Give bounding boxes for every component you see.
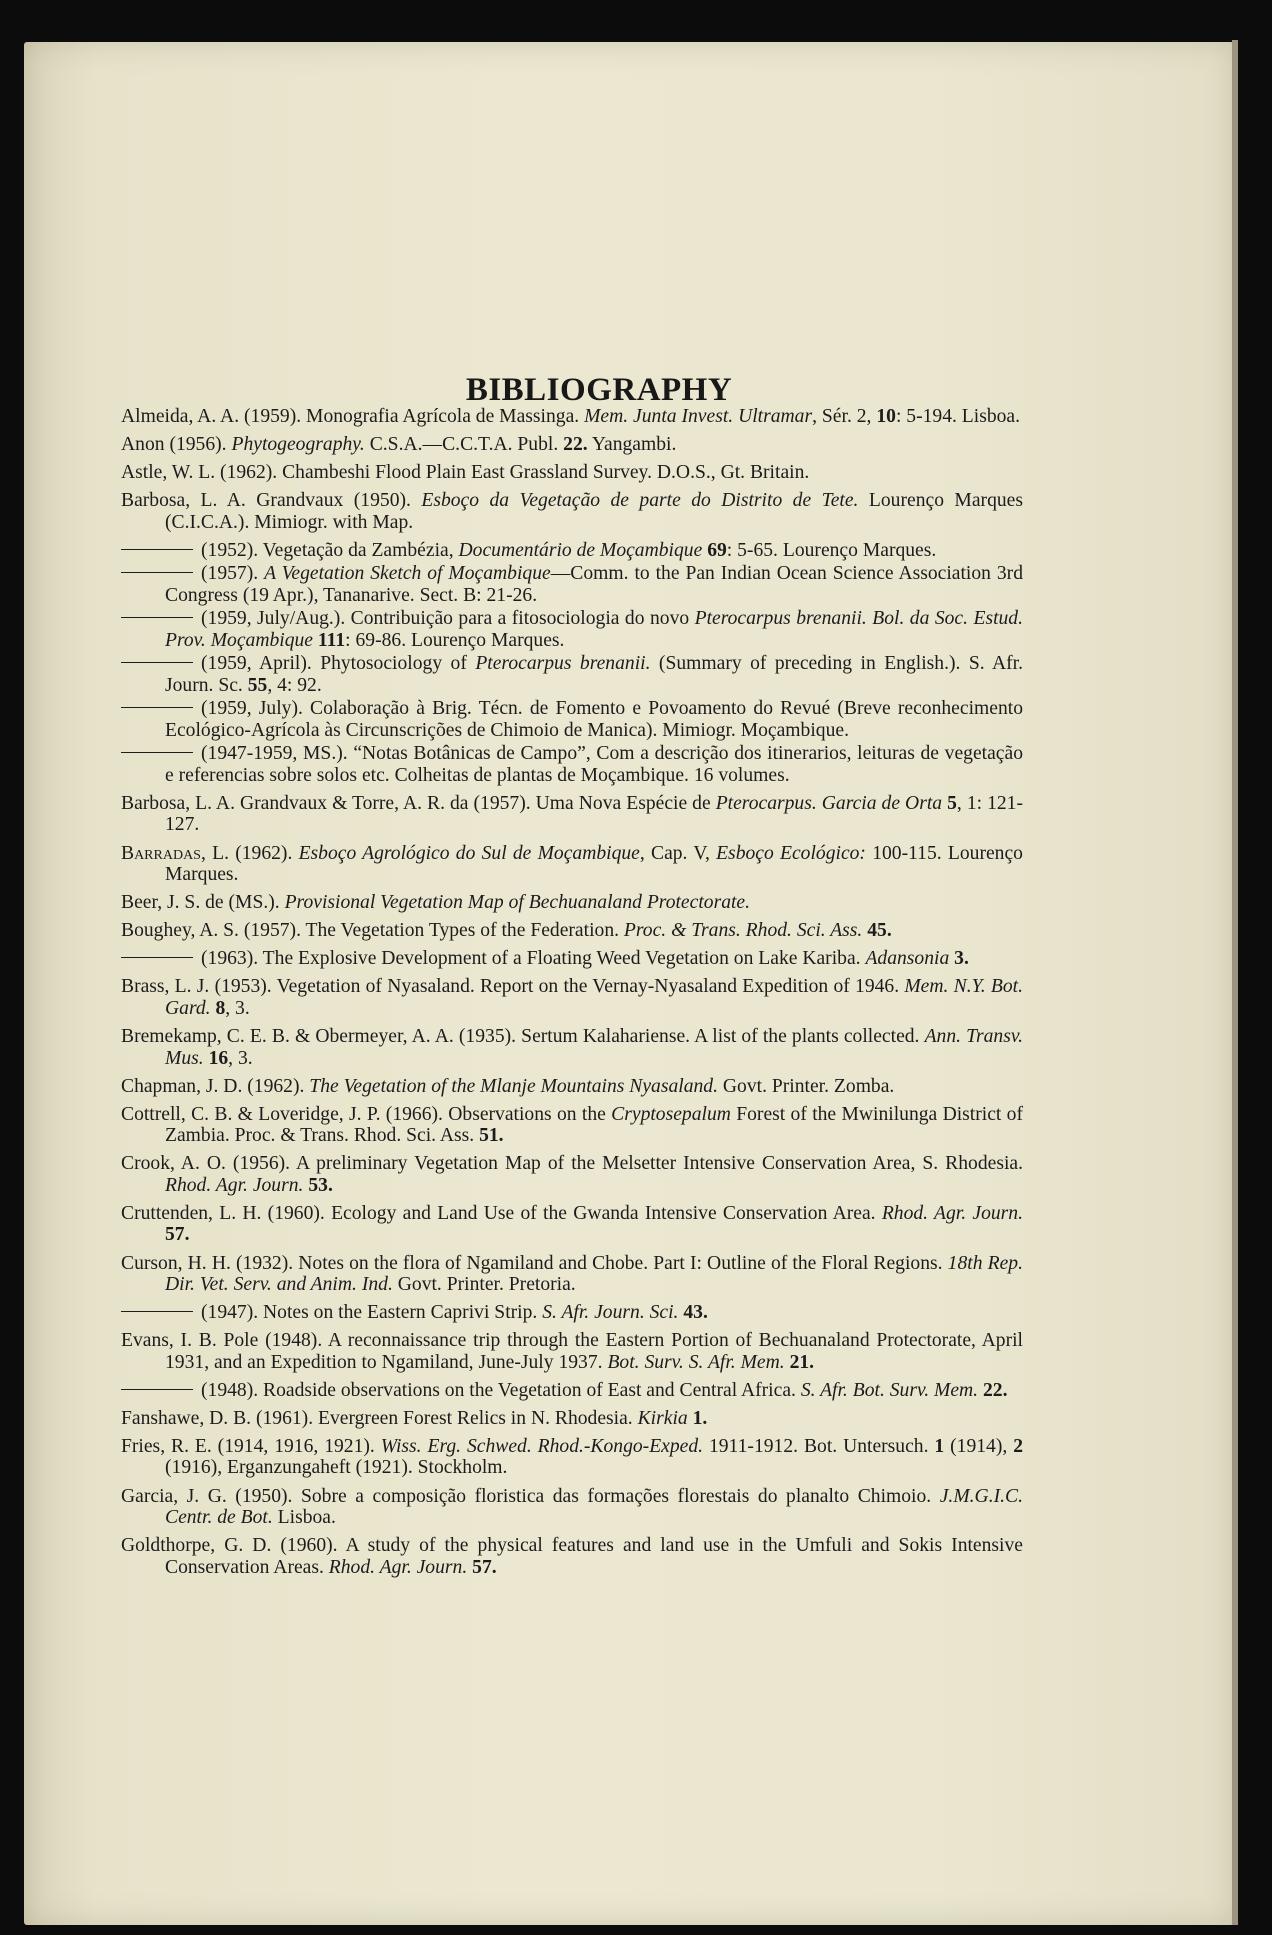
bibliography-entry: Anon (1956). Phytogeography. C.S.A.—C.C.T.A. Publ. 22. Yangambi. — [121, 434, 677, 456]
bibliography-entry: (1947-1959, MS.). “Notas Botânicas de Campo”, Com a descrição dos itinerarios, leituras de vegetação e referencias sobre solos etc. Colheitas de plantas de Moçambique. 16 volumes. — [121, 743, 1023, 786]
bibliography-entry: Cottrell, C. B. & Loveridge, J. P. (1966). Observations on the Cryptosepalum Forest of the Mwinilunga District of Zambia. Proc. & Trans. Rhod. Sci. Ass. 51. — [121, 1103, 1023, 1147]
bibliography-entry: (1957). A Vegetation Sketch of Moçambique—Comm. to the Pan Indian Ocean Science Association 3rd Congress (19 Apr.), Tananarive. Sect. B: 21-26. — [121, 563, 1023, 606]
bibliography-entry: Barbosa, L. A. Grandvaux (1950). Esboço da Vegetação de parte do Distrito de Tete. Lourenço Marques (C.I.C.A.). Mimiogr. with Map. — [121, 490, 1023, 533]
bibliography-entry: Astle, W. L. (1962). Chambeshi Flood Plain East Grassland Survey. D.O.S., Gt. Britain. — [121, 462, 810, 484]
bibliography-list — [121, 406, 1023, 1585]
bibliography-entry: Fries, R. E. (1914, 1916, 1921). Wiss. Erg. Schwed. Rhod.-Kongo-Exped. 1911-1912. Bot. Untersuch. 1 (1914), 2 (1916), Erganzungaheft (1921). Stockholm. — [121, 1435, 1023, 1479]
bibliography-entry: Goldthorpe, G. D. (1960). A study of the physical features and land use in the Umfuli and Sokis Intensive Conservation Areas. Rhod. Agr. Journ. 57. — [121, 1535, 1023, 1578]
bibliography-entry: (1959, July/Aug.). Contribuição para a fitosociologia do novo Pterocarpus brenanii. Bol. da Soc. Estud. Prov. Moçambique 111: 69-86. Lourenço Marques. — [121, 608, 1023, 651]
bibliography-entry: Garcia, J. G. (1950). Sobre a composição floristica das formações florestais do planalto Chimoio. J.M.G.I.C. Centr. de Bot. Lisboa. — [121, 1485, 1023, 1529]
bibliography-entry: (1959, April). Phytosociology of Pterocarpus brenanii. (Summary of preceding in English.). S. Afr. Journ. Sc. 55, 4: 92. — [121, 653, 1023, 696]
bibliography-entry: Almeida, A. A. (1959). Monografia Agrícola de Massinga. Mem. Junta Invest. Ultramar, Sér. 2, 10: 5-194. Lisboa. — [121, 406, 1021, 427]
bibliography-entry: (1952). Vegetação da Zambézia, Documentário de Moçambique 69: 5-65. Lourenço Marques. — [121, 540, 1023, 562]
bibliography-entry: Evans, I. B. Pole (1948). A reconnaissance trip through the Eastern Portion of Bechuanaland Protectorate, April 1931, and an Expedition to Ngamiland, June-July 1937. Bot. Surv. S. Afr. Mem. 21. — [121, 1330, 1023, 1373]
page-edge — [1232, 40, 1238, 1925]
bibliography-entry: Beer, J. S. de (MS.). Provisional Vegetation Map of Bechuanaland Protectorate. — [121, 892, 751, 914]
bibliography-entry: Crook, A. O. (1956). A preliminary Vegetation Map of the Melsetter Intensive Conservation Area, S. Rhodesia. Rhod. Agr. Journ. 53. — [121, 1153, 1023, 1196]
bibliography-entry: Cruttenden, L. H. (1960). Ecology and Land Use of the Gwanda Intensive Conservation Area. Rhod. Agr. Journ. 57. — [121, 1202, 1023, 1246]
bibliography-entry: (1948). Roadside observations on the Vegetation of East and Central Africa. S. Afr. Bot. Surv. Mem. 22. — [121, 1380, 1023, 1402]
bibliography-entry: Curson, H. H. (1932). Notes on the flora of Ngamiland and Chobe. Part I: Outline of the Floral Regions. 18th Rep. Dir. Vet. Serv. and Anim. Ind. Govt. Printer. Pretoria. — [121, 1252, 1023, 1295]
bibliography-entry: (1947). Notes on the Eastern Caprivi Strip. S. Afr. Journ. Sci. 43. — [121, 1302, 1023, 1324]
bibliography-entry: Fanshawe, D. B. (1961). Evergreen Forest Relics in N. Rhodesia. Kirkia 1. — [121, 1407, 708, 1429]
bibliography-entry: (1963). The Explosive Development of a Floating Weed Vegetation on Lake Kariba. Adansonia 3. — [121, 948, 1023, 970]
bibliography-entry: Barbosa, L. A. Grandvaux & Torre, A. R. da (1957). Uma Nova Espécie de Pterocarpus. Garcia de Orta 5, 1: 121-127. — [121, 792, 1023, 836]
bibliography-entry: Barradas, L. (1962). Esboço Agrológico do Sul de Moçambique, Cap. V, Esboço Ecológico: 100-115. Lourenço Marques. — [121, 842, 1023, 886]
bibliography-entry: Boughey, A. S. (1957). The Vegetation Types of the Federation. Proc. & Trans. Rhod. Sci. Ass. 45. — [121, 920, 892, 942]
page-title: BIBLIOGRAPHY — [465, 372, 733, 408]
bibliography-entry: Brass, L. J. (1953). Vegetation of Nyasaland. Report on the Vernay-Nyasaland Expedition of 1946. Mem. N.Y. Bot. Gard. 8, 3. — [121, 976, 1023, 1019]
bibliography-entry: Chapman, J. D. (1962). The Vegetation of the Mlanje Mountains Nyasaland. Govt. Printer. Zomba. — [121, 1075, 895, 1097]
bibliography-entry: Bremekamp, C. E. B. & Obermeyer, A. A. (1935). Sertum Kalahariense. A list of the plants collected. Ann. Transv. Mus. 16, 3. — [121, 1026, 1023, 1069]
bibliography-entry: (1959, July). Colaboração à Brig. Técn. de Fomento e Povoamento do Revué (Breve reconhecimento Ecológico-Agrícola às Circunscrições de Chimoio de Manica). Mimiogr. Moçambique. — [121, 698, 1023, 741]
